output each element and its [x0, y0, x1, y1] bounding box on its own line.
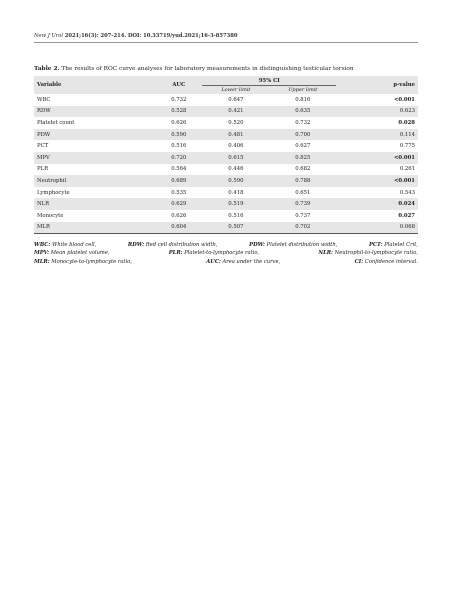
cell-auc: 0.604	[155, 222, 202, 234]
cell-upper-limit: 0.702	[269, 222, 336, 234]
abbreviation-definition: White blood cell,	[50, 242, 97, 248]
cell-variable: MLR	[34, 222, 155, 234]
abbreviation-definition: Confidence interval.	[363, 258, 418, 265]
cell-lower-limit: 0.590	[202, 175, 269, 187]
abbreviation-entry	[169, 249, 259, 257]
table-row	[34, 210, 418, 222]
cell-auc: 0.689	[155, 175, 202, 187]
cell-auc: 0.732	[155, 94, 202, 106]
cell-variable: RDW	[34, 106, 155, 118]
cell-p-value: 0.543	[336, 187, 418, 199]
cell-p-value: 0.068	[336, 222, 418, 234]
abbreviation: NLR:	[318, 250, 333, 257]
abbreviation-definition: Platelet-to-lymphocyte ratio,	[182, 250, 260, 257]
header-auc: AUC	[155, 76, 202, 94]
cell-auc: 0.590	[155, 129, 202, 141]
header-divider	[34, 42, 418, 43]
abbreviation-entry	[355, 258, 418, 266]
cell-variable: Platelet count	[34, 117, 155, 129]
cell-upper-limit: 0.682	[269, 164, 336, 176]
cell-p-value: <0.001	[336, 175, 418, 187]
table-row	[34, 140, 418, 152]
abbreviation-entry	[369, 241, 418, 249]
cell-upper-limit: 0.732	[269, 117, 336, 129]
cell-p-value: <0.001	[336, 94, 418, 106]
footnote-line	[34, 249, 418, 257]
abbreviation-definition: Platelet distribution width,	[264, 242, 338, 248]
abbreviation-entry	[318, 249, 418, 257]
cell-variable: NLR	[34, 198, 155, 210]
cell-upper-limit: 0.737	[269, 210, 336, 222]
abbreviation-definition: Monocyte-to-lymphocyte ratio,	[49, 258, 132, 265]
caption-label: Table 2.	[34, 66, 60, 72]
abbreviation: RDW:	[127, 242, 145, 248]
cell-variable: Neutrophil	[34, 175, 155, 187]
cell-auc: 0.516	[155, 140, 202, 152]
cell-variable: PDW	[34, 129, 155, 141]
cell-lower-limit: 0.615	[202, 152, 269, 164]
cell-upper-limit: 0.816	[269, 94, 336, 106]
cell-variable: WBC	[34, 94, 155, 106]
journal-name: New J Urol	[34, 33, 64, 39]
abbreviation: MLR:	[34, 258, 50, 265]
cell-upper-limit: 0.825	[269, 152, 336, 164]
table-body	[34, 94, 418, 234]
cell-lower-limit: 0.507	[202, 222, 269, 234]
cell-variable: PLR	[34, 164, 155, 176]
cell-p-value: <0.001	[336, 152, 418, 164]
table-row	[34, 152, 418, 164]
cell-p-value: 0.623	[336, 106, 418, 118]
abbreviation-entry	[128, 241, 218, 249]
abbreviation-entry	[34, 258, 132, 266]
cell-auc: 0.626	[155, 210, 202, 222]
table-row	[34, 129, 418, 141]
table-row	[34, 175, 418, 187]
abbreviation-definition: Platelet Crit,	[382, 242, 418, 248]
abbreviation-definition: Neutrophil-to-lymphocyte ratio,	[332, 250, 418, 257]
cell-lower-limit: 0.421	[202, 106, 269, 118]
cell-lower-limit: 0.516	[202, 210, 269, 222]
table-row	[34, 117, 418, 129]
cell-upper-limit: 0.700	[269, 129, 336, 141]
header-ci: 95% CI	[202, 76, 336, 86]
abbreviation: AUC:	[206, 258, 221, 265]
cell-upper-limit: 0.739	[269, 198, 336, 210]
abbreviation-definition: Mean platelet volume,	[49, 250, 110, 257]
cell-lower-limit: 0.446	[202, 164, 269, 176]
abbreviations-footnote	[34, 241, 418, 266]
table-row	[34, 164, 418, 176]
cell-upper-limit: 0.635	[269, 106, 336, 118]
cell-auc: 0.528	[155, 106, 202, 118]
header-upper-limit: Upper limit	[269, 86, 336, 95]
cell-lower-limit: 0.418	[202, 187, 269, 199]
abbreviation: WBC:	[34, 242, 51, 248]
cell-p-value: 0.114	[336, 129, 418, 141]
cell-upper-limit: 0.788	[269, 175, 336, 187]
table-row	[34, 222, 418, 234]
caption-text: The results of ROC curve analyses for laboratory measurements in distinguishing testicular torsion	[59, 66, 354, 72]
citation: 2021;16(3): 207-214. DOI: 10.33719/yud.2021;16-3-857380	[64, 33, 238, 39]
footnote-line	[34, 258, 418, 266]
cell-p-value: 0.024	[336, 198, 418, 210]
cell-variable: PCT	[34, 140, 155, 152]
abbreviation: CI:	[354, 258, 364, 265]
cell-lower-limit: 0.406	[202, 140, 269, 152]
table-row	[34, 94, 418, 106]
abbreviation-entry	[34, 249, 110, 257]
table-row	[34, 187, 418, 199]
table-caption	[34, 66, 418, 72]
cell-auc: 0.720	[155, 152, 202, 164]
cell-p-value: 0.027	[336, 210, 418, 222]
header-p-value: p-value	[336, 76, 418, 94]
roc-results-table	[34, 76, 418, 234]
cell-p-value: 0.261	[336, 164, 418, 176]
cell-lower-limit: 0.647	[202, 94, 269, 106]
abbreviation-definition: Red cell distribution width,	[144, 242, 218, 248]
cell-lower-limit: 0.481	[202, 129, 269, 141]
cell-lower-limit: 0.520	[202, 117, 269, 129]
abbreviation: PLR:	[168, 250, 183, 257]
cell-variable: Lymphocyte	[34, 187, 155, 199]
abbreviation-entry	[206, 258, 280, 266]
cell-lower-limit: 0.519	[202, 198, 269, 210]
header-lower-limit: Lower limit	[202, 86, 269, 95]
running-header	[34, 33, 416, 39]
footnote-line	[34, 241, 418, 249]
header-variable: Variable	[34, 76, 155, 94]
cell-auc: 0.629	[155, 198, 202, 210]
abbreviation: PDW:	[249, 242, 265, 248]
cell-auc: 0.626	[155, 117, 202, 129]
cell-p-value: 0.028	[336, 117, 418, 129]
table-row	[34, 198, 418, 210]
abbreviation: PCT:	[368, 242, 383, 248]
abbreviation: MPV:	[34, 250, 50, 257]
abbreviation-entry	[249, 241, 337, 249]
cell-upper-limit: 0.651	[269, 187, 336, 199]
abbreviation-definition: Area under the curve,	[220, 258, 281, 265]
cell-upper-limit: 0.627	[269, 140, 336, 152]
cell-auc: 0.535	[155, 187, 202, 199]
abbreviation-entry	[34, 241, 96, 249]
cell-auc: 0.564	[155, 164, 202, 176]
cell-variable: MPV	[34, 152, 155, 164]
cell-variable: Monocyte	[34, 210, 155, 222]
cell-p-value: 0.775	[336, 140, 418, 152]
table-row	[34, 106, 418, 118]
